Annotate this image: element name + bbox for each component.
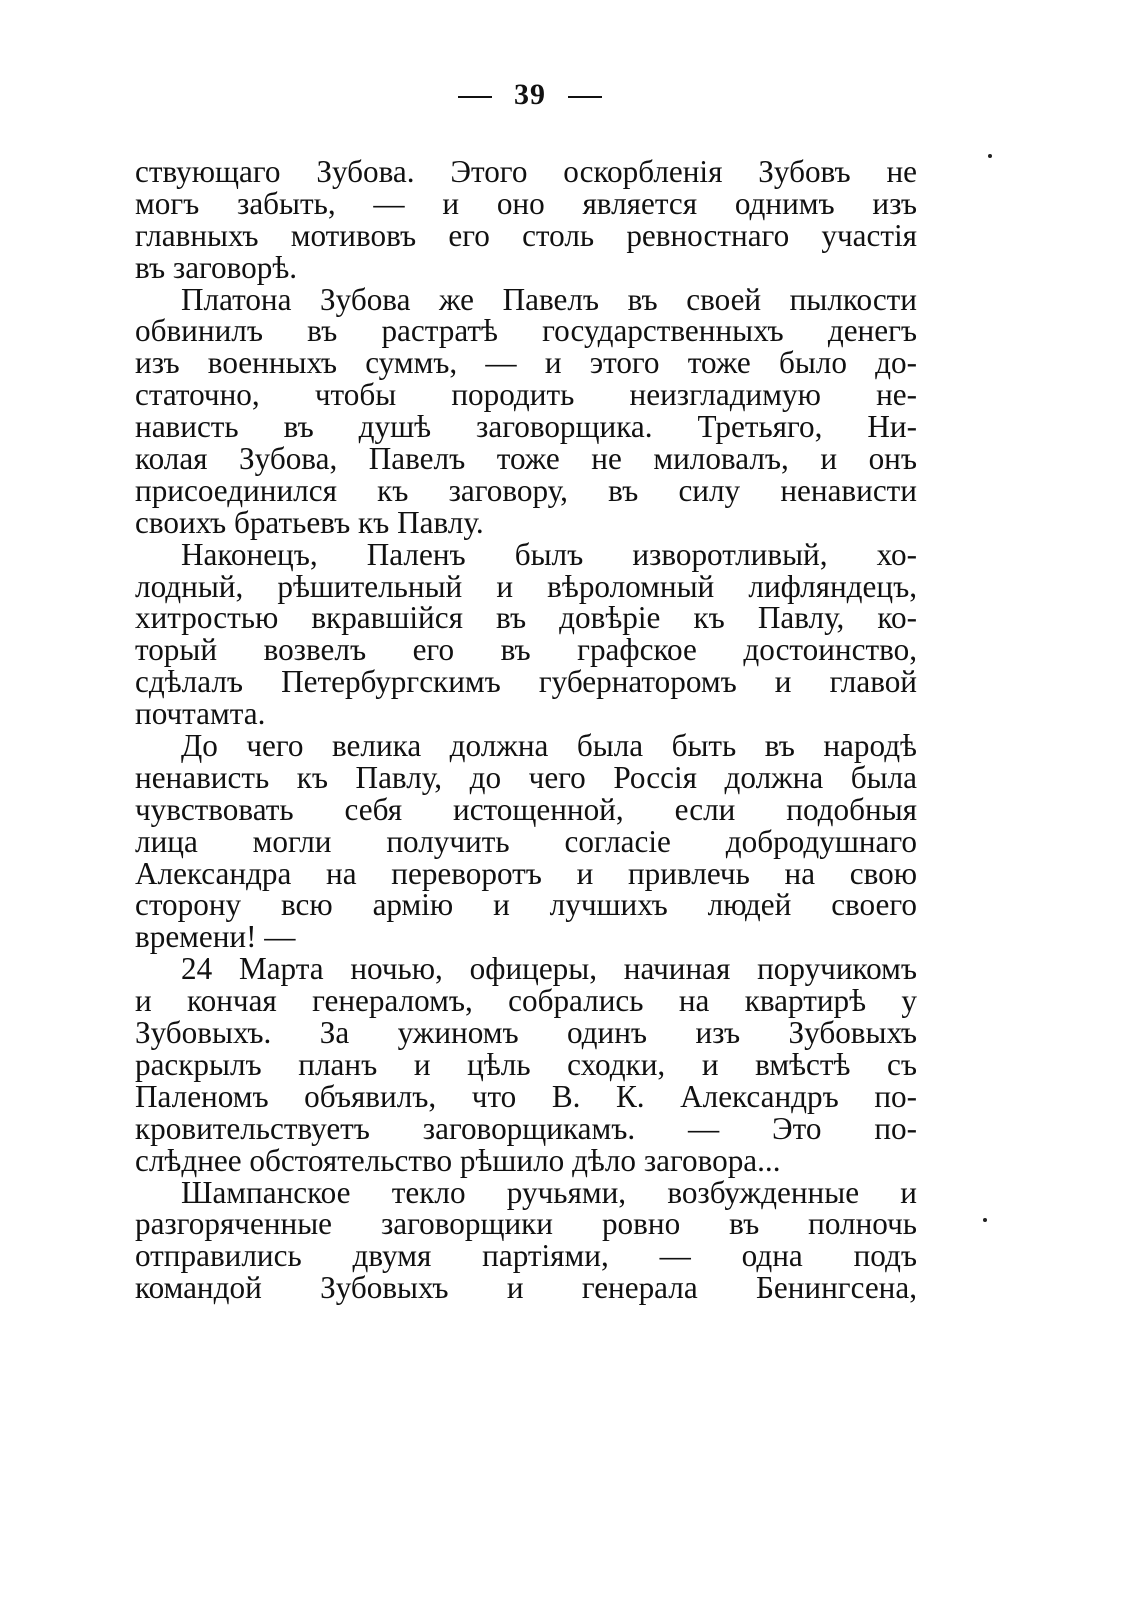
paragraph <box>135 1174 917 1306</box>
text-line: разгоряченные заговорщики ровно въ полночь <box>135 1206 917 1242</box>
header-left-dash <box>458 96 492 98</box>
text-line: До чего велика должна была быть въ народѣ <box>181 728 917 764</box>
text-line: лица могли получить согласіе добродушнаго <box>135 823 917 859</box>
text-line: Наконецъ, Паленъ былъ изворотливый, хо- <box>181 536 917 572</box>
print-speck <box>988 154 992 158</box>
text-line: ствующаго Зубова. Этого оскорбленія Зубовъ не <box>135 154 917 189</box>
text-line: слѣднее обстоятельство рѣшило дѣло заговора... <box>135 1142 781 1178</box>
text-line: Александра на переворотъ и привлечь на свою <box>135 855 917 891</box>
text-line: Паленомъ объявилъ, что В. К. Александръ по- <box>135 1078 917 1114</box>
text-line: чувствовать себя истощенной, если подобныя <box>135 791 917 827</box>
paragraph <box>135 156 917 284</box>
text-line: статочно, чтобы породить неизгладимую не- <box>135 377 917 413</box>
text-line: колая Зубова, Павелъ тоже не миловалъ, и онъ <box>135 441 917 477</box>
text-line: сторону всю армію и лучшихъ людей своего <box>135 887 917 923</box>
text-line: Шампанское текло ручьями, возбужденные и <box>181 1174 917 1210</box>
text-line: хитростью вкравшійся въ довѣріе къ Павлу, ко- <box>135 600 917 636</box>
text-line: главныхъ мотивовъ его столь ревностнаго участія <box>135 217 917 253</box>
text-line: сдѣлалъ Петербургскимъ губернаторомъ и главой <box>135 664 917 700</box>
text-line: 24 Марта ночью, офицеры, начиная поручикомъ <box>181 951 917 987</box>
print-speck <box>983 1218 987 1222</box>
paragraph <box>135 536 917 732</box>
page-number: 39 <box>514 78 546 111</box>
text-line: обвинилъ въ растратѣ государственныхъ денегъ <box>135 313 917 349</box>
text-line: своихъ братьевъ къ Павлу. <box>135 504 484 540</box>
text-line: изъ военныхъ суммъ, — и этого тоже было до- <box>135 345 917 381</box>
text-line: Зубовыхъ. За ужиномъ одинъ изъ Зубовыхъ <box>135 1015 917 1051</box>
text-line: времени! — <box>135 919 296 955</box>
paragraph <box>135 281 917 540</box>
text-line: командой Зубовыхъ и генерала Бенингсена, <box>135 1270 917 1306</box>
body-text <box>135 156 917 1304</box>
header-right-dash <box>568 96 602 98</box>
paragraph <box>135 953 917 1176</box>
text-line: раскрылъ планъ и цѣль сходки, и вмѣстѣ съ <box>135 1046 917 1082</box>
text-line: отправились двумя партіями, — одна подъ <box>135 1238 917 1274</box>
text-line: лодный, рѣшительный и вѣроломный лифляндецъ, <box>135 568 917 604</box>
text-line: кровительствуетъ заговорщикамъ. — Это по- <box>135 1110 917 1146</box>
page-header <box>0 78 1060 112</box>
text-line: торый возвелъ его въ графское достоинство, <box>135 632 917 668</box>
text-line: ненависть къ Павлу, до чего Россія должна была <box>135 759 917 795</box>
text-line: могъ забыть, — и оно является однимъ изъ <box>135 185 917 221</box>
text-line: почтамта. <box>135 696 266 732</box>
text-line: и кончая генераломъ, собрались на квартирѣ у <box>135 983 917 1019</box>
paragraph <box>135 730 917 953</box>
text-line: Платона Зубова же Павелъ въ своей пылкости <box>181 281 917 317</box>
text-line: въ заговорѣ. <box>135 249 298 285</box>
text-line: присоединился къ заговору, въ силу ненависти <box>135 472 917 508</box>
text-line: нависть въ душѣ заговорщика. Третьяго, Ни- <box>135 409 917 445</box>
